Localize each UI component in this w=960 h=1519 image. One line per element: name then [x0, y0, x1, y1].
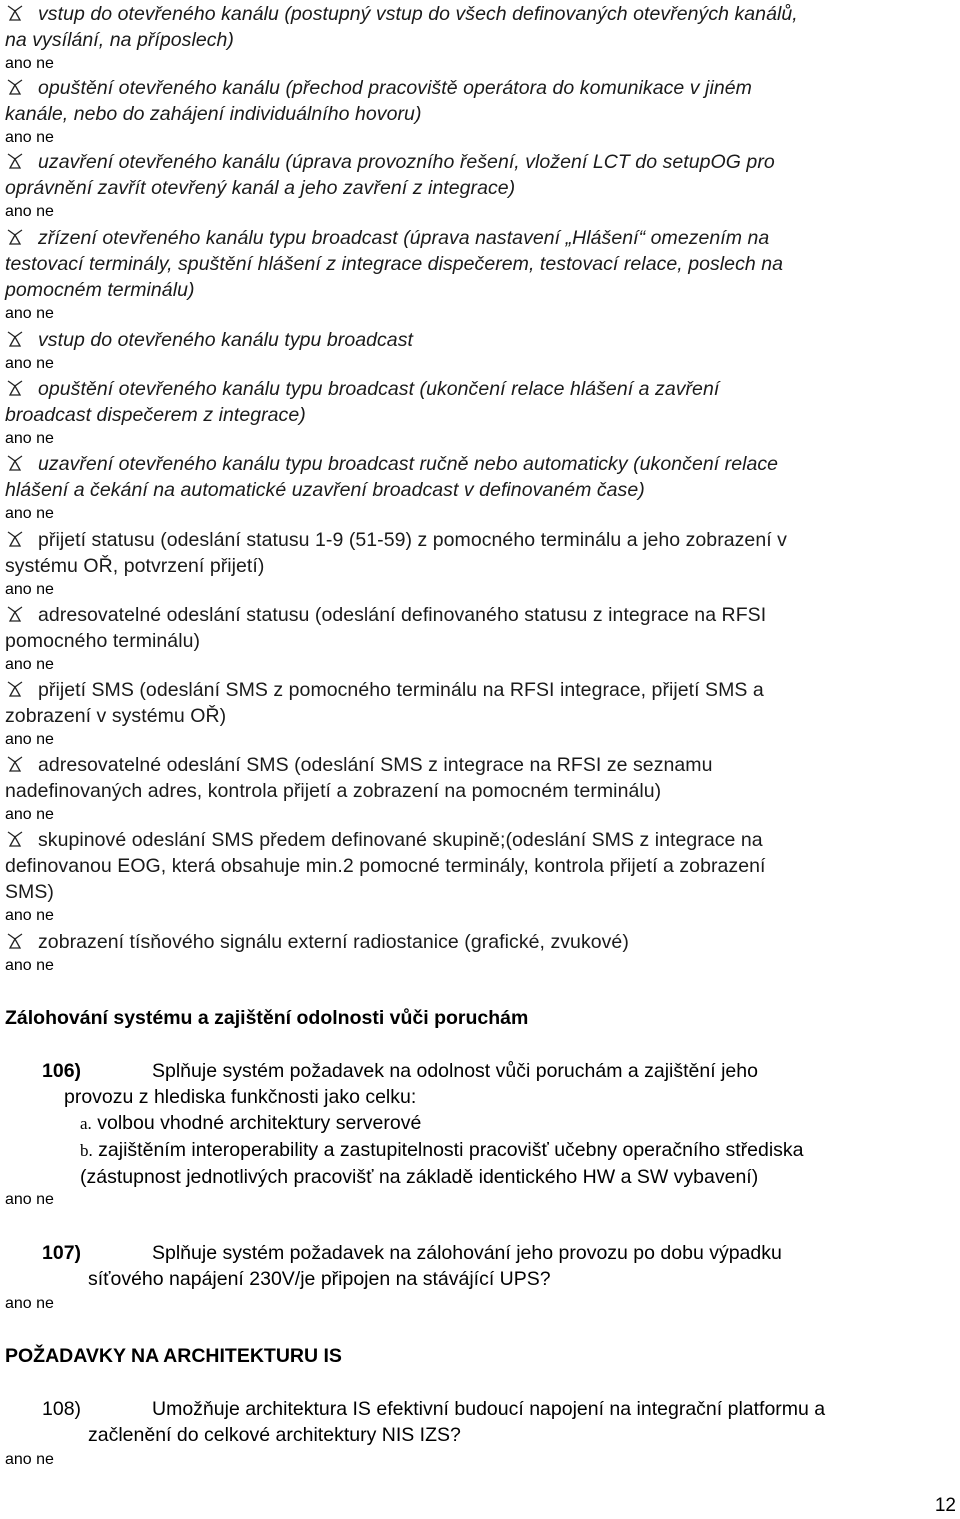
- checkbox-bullet-icon[interactable]: [7, 331, 23, 347]
- requirement-line: 108) Umožňuje architektura IS efektivní budoucí napojení na integrační platformu a: [42, 1398, 826, 1420]
- yes-no-options[interactable]: ano ne: [5, 430, 54, 447]
- section-heading: Zálohování systému a zajištění odolnosti vůči poruchám: [5, 1007, 529, 1029]
- yes-no-options[interactable]: ano ne: [5, 957, 54, 974]
- checklist-item: [5, 929, 953, 977]
- checkbox-bullet-icon[interactable]: [7, 831, 23, 847]
- checklist-item: [5, 752, 953, 826]
- item-line: pomocném terminálu): [5, 279, 195, 301]
- checkbox-bullet-icon[interactable]: [7, 933, 23, 949]
- item-line: přijetí SMS (odeslání SMS z pomocného terminálu na RFSI integrace, přijetí SMS a: [5, 677, 953, 703]
- section-heading: POŽADAVKY NA ARCHITEKTURU IS: [5, 1345, 342, 1367]
- yes-no-options[interactable]: ano ne: [5, 656, 54, 673]
- item-line: uzavření otevřeného kanálu (úprava provozního řešení, vložení LCT do setupOG pro: [5, 149, 953, 175]
- checkbox-bullet-icon[interactable]: [7, 229, 23, 245]
- item-line: systému OŘ, potvrzení přijetí): [5, 555, 265, 577]
- sub-item: b. zajištěním interoperability a zastupitelnosti pracovišť učebny operačního střediska: [80, 1139, 804, 1161]
- yes-no-options[interactable]: ano ne: [5, 55, 54, 72]
- page-number: 12: [934, 1495, 956, 1516]
- requirement-108: [42, 1396, 957, 1448]
- requirement-107: [42, 1240, 957, 1292]
- sub-item: a. volbou vhodné architektury serverové: [80, 1112, 422, 1134]
- yes-no-options[interactable]: ano ne: [5, 731, 54, 748]
- checklist-item: [5, 149, 953, 223]
- item-line: přijetí statusu (odeslání statusu 1-9 (51-59) z pomocného terminálu a jeho zobrazení v: [5, 527, 953, 553]
- checkbox-bullet-icon[interactable]: [7, 153, 23, 169]
- checklist-item: [5, 527, 953, 601]
- checkbox-bullet-icon[interactable]: [7, 79, 23, 95]
- checkbox-bullet-icon[interactable]: [7, 681, 23, 697]
- item-line: broadcast dispečerem z integrace): [5, 404, 306, 426]
- requirement-number: 106): [42, 1060, 82, 1082]
- yes-no-options[interactable]: ano ne: [5, 1451, 54, 1468]
- item-line: vstup do otevřeného kanálu (postupný vstup do všech definovaných otevřených kanálů,: [5, 1, 953, 27]
- requirement-line: síťového napájení 230V/je připojen na stávájící UPS?: [88, 1268, 551, 1290]
- checklist-item: [5, 602, 953, 676]
- checklist-item: [5, 451, 953, 525]
- item-line: SMS): [5, 881, 54, 903]
- checkbox-bullet-icon[interactable]: [7, 380, 23, 396]
- requirement-number: 107): [42, 1242, 82, 1264]
- requirement-line: začlenění do celkové architektury NIS IZS?: [88, 1424, 461, 1446]
- yes-no-options[interactable]: ano ne: [5, 129, 54, 146]
- requirement-number: 108): [42, 1398, 82, 1420]
- yes-no-options[interactable]: ano ne: [5, 203, 54, 220]
- checklist-item: [5, 75, 953, 149]
- checkbox-bullet-icon[interactable]: [7, 756, 23, 772]
- item-line: zobrazení tísňového signálu externí radiostanice (grafické, zvukové): [5, 929, 953, 955]
- checkbox-bullet-icon[interactable]: [7, 5, 23, 21]
- item-line: kanále, nebo do zahájení individuálního hovoru): [5, 103, 422, 125]
- yes-no-options[interactable]: ano ne: [5, 581, 54, 598]
- requirement-line: provozu z hlediska funkčnosti jako celku:: [64, 1086, 417, 1108]
- item-line: oprávnění zavřít otevřený kanál a jeho zavření z integrace): [5, 177, 516, 199]
- requirement-line: 106) Splňuje systém požadavek na odolnost vůči poruchám a zajištění jeho: [42, 1060, 758, 1082]
- sub-item-line: (zástupnost jednotlivých pracovišť na základě identického HW a SW vybavení): [80, 1166, 759, 1188]
- item-line: definovanou EOG, která obsahuje min.2 pomocné terminály, kontrola přijetí a zobrazení: [5, 855, 766, 877]
- item-line: testovací terminály, spuštění hlášení z integrace dispečerem, testovací relace, poslech na: [5, 253, 784, 275]
- checklist-item: [5, 827, 953, 927]
- checklist-item: [5, 225, 953, 325]
- item-line: hlášení a čekání na automatické uzavření broadcast v definovaném čase): [5, 479, 645, 501]
- yes-no-options[interactable]: ano ne: [5, 355, 54, 372]
- checkbox-bullet-icon[interactable]: [7, 531, 23, 547]
- item-line: zřízení otevřeného kanálu typu broadcast (úprava nastavení „Hlášení“ omezením na: [5, 225, 953, 251]
- yes-no-options[interactable]: ano ne: [5, 505, 54, 522]
- checklist-item: [5, 327, 953, 375]
- requirement-106: [42, 1058, 957, 1190]
- checklist-item: [5, 677, 953, 751]
- item-line: na vysílání, na příposlech): [5, 29, 234, 51]
- item-line: opuštění otevřeného kanálu (přechod pracoviště operátora do komunikace v jiném: [5, 75, 953, 101]
- yes-no-options[interactable]: ano ne: [5, 907, 54, 924]
- item-line: uzavření otevřeného kanálu typu broadcast ručně nebo automaticky (ukončení relace: [5, 451, 953, 477]
- item-line: pomocného terminálu): [5, 630, 201, 652]
- yes-no-options[interactable]: ano ne: [5, 806, 54, 823]
- checkbox-bullet-icon[interactable]: [7, 455, 23, 471]
- yes-no-options[interactable]: ano ne: [5, 305, 54, 322]
- checkbox-bullet-icon[interactable]: [7, 606, 23, 622]
- checklist-item: [5, 376, 953, 450]
- item-line: skupinové odeslání SMS předem definované skupině;(odeslání SMS z integrace na: [5, 827, 953, 853]
- requirement-line: 107) Splňuje systém požadavek na zálohování jeho provozu po dobu výpadku: [42, 1242, 782, 1264]
- item-line: zobrazení v systému OŘ): [5, 705, 227, 727]
- item-line: opuštění otevřeného kanálu typu broadcast (ukončení relace hlášení a zavření: [5, 376, 953, 402]
- item-line: adresovatelné odeslání SMS (odeslání SMS z integrace na RFSI ze seznamu: [5, 752, 953, 778]
- yes-no-options[interactable]: ano ne: [5, 1295, 54, 1312]
- item-line: adresovatelné odeslání statusu (odeslání definovaného statusu z integrace na RFSI: [5, 602, 953, 628]
- item-line: vstup do otevřeného kanálu typu broadcast: [5, 327, 953, 353]
- yes-no-options[interactable]: ano ne: [5, 1191, 54, 1208]
- item-line: nadefinovaných adres, kontrola přijetí a zobrazení na pomocném terminálu): [5, 780, 662, 802]
- checklist-item: [5, 1, 953, 75]
